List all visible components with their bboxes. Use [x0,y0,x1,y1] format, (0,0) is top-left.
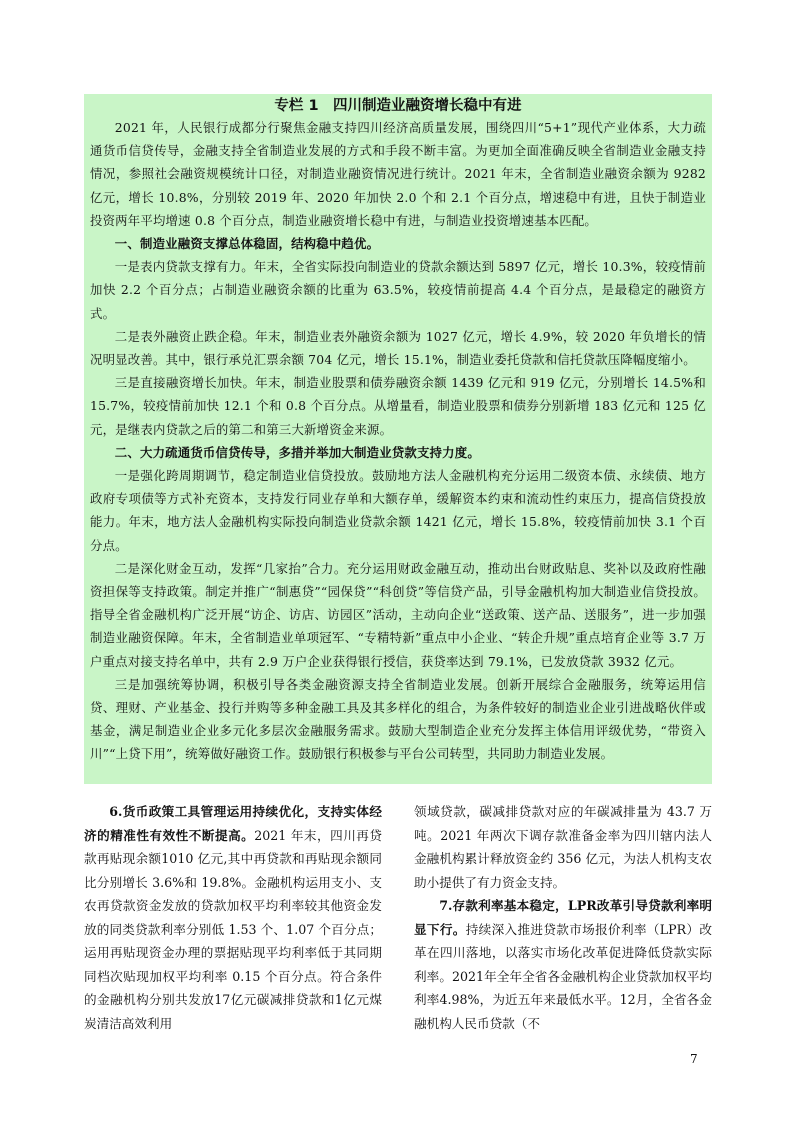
box-paragraph: 三是加强统筹协调，积极引导各类金融资源支持全省制造业发展。创新开展综合金融服务，统筹运用信贷、理财、产业基金、投行并购等多种金融工具及其多样化的组合，为条件较好的制造业企业引进战略伙伴或基金，满足制造业企业多元化多层次金融服务需求。鼓励大型制造企业充分发挥主体信用评级优势，“带资入川”“上贷下用”，统筹做好融资工作。鼓励银行积极参与平台公司转型，共同助力制造业发展。 [90,676,706,762]
box-heading-1: 一、制造业融资支撑总体稳固，结构稳中趋优。 [114,236,380,252]
section-6-continued: 领域贷款，碳减排贷款对应的年碳减排量为 43.7 万吨。2021 年两次下调存款准备金率为四川辖内法人金融机构累计释放资金约 356 亿元，为法人机构支农助小提供了有力资金支持。 [414,804,712,890]
right-column [414,800,712,1035]
page-number: 7 [690,1052,698,1066]
box-paragraph: 一是强化跨周期调节，稳定制造业信贷投放。鼓励地方法人金融机构充分运用二级资本债、永续债、地方政府专项债等方式补充资本，支持发行同业存单和大额存单，缓解资本约束和流动性约束压力，提高信贷投放能力。年末，地方法人金融机构实际投向制造业贷款余额 1421 亿元，增长 15.8%，较疫情前加快 3.1 个百分点。 [90,468,706,553]
box-heading-2: 二、大力疏通货币信贷传导，多措并举加大制造业贷款支持力度。 [114,444,480,460]
section-7-paragraph [414,894,712,1035]
box-paragraph: 三是直接融资增长加快。年末，制造业股票和债券融资余额 1439 亿元和 919 亿元，分别增长 14.5%和 15.7%，较疫情前加快 12.1 个和 0.8 个百分点。从增量看，制造业股票和债券分别新增 183 亿元和 125 亿元，是继表内贷款之后的第二和第三大新增资金来源。 [90,375,706,437]
section-6-paragraph [84,800,382,1035]
box-paragraph: 一是表内贷款支撑有力。年末，全省实际投向制造业的贷款余额达到 5897 亿元，增长 10.3%，较疫情前加快 2.2 个百分点；占制造业融资余额的比重为 63.5%，较疫情前提高 4.4 个百分点，是最稳定的融资方式。 [90,259,706,321]
column-box [84,94,712,784]
section-7-text: 持续深入推进贷款市场报价利率（LPR）改革在四川落地，以落实市场化改革促进降低贷款实际利率。2021年全年全省各金融机构企业贷款加权平均利率4.98%，为近五年来最低水平。12月，全省各金融机构人民币贷款（不 [414,921,712,1031]
box-paragraph: 二是表外融资止跌企稳。年末，制造业表外融资余额为 1027 亿元，增长 4.9%，较 2020 年负增长的情况明显改善。其中，银行承兑汇票余额 704 亿元，增长 15.1%，制造业委托贷款和信托贷款压降幅度缩小。 [90,328,706,368]
box-title: 专栏 1 四川制造业融资增长稳中有进 [274,98,522,114]
section-6-text: 2021 年末，四川再贷款再贴现余额1010 亿元,其中再贷款和再贴现余额同比分别增长 3.6%和 19.8%。金融机构运用支小、支农再贷款资金发放的贷款加权平均利率较其他资金发放的同类贷款利率分别低 1.53 个、1.07 个百分点；运用再贴现资金办理的票据贴现平均利率低于其同期同档次贴现加权平均利率 0.15 个百分点。符合条件的金融机构分别共发放17亿元碳减排贷款和1亿元煤炭清洁高效利用 [84,827,382,1031]
box-paragraph: 二是深化财金互动，发挥“几家抬”合力。充分运用财政金融互动，推动出台财政贴息、奖补以及政府性融资担保等支持政策。制定并推广“制惠贷”“园保贷”“科创贷”等信贷产品，引导金融机构加大制造业信贷投放。指导全省金融机构广泛开展“访企、访店、访园区”活动，主动向企业“送政策、送产品、送服务”，进一步加强制造业融资保障。年末，全省制造业单项冠军、“专精特新”重点中小企业、“转企升规”重点培育企业等 3.7 万户重点对接支持名单中，共有 2.9 万户企业获得银行授信，获贷率达到 79.1%，已发放贷款 3932 亿元。 [90,560,706,669]
left-column [84,800,382,1035]
section-7-heading: 7.存款利率基本稳定，LPR改革引导贷款利率明显下行。 [414,898,712,937]
section-6-heading: 6.货币政策工具管理运用持续优化，支持实体经济的精准性有效性不断提高。 [84,804,382,843]
box-paragraph-intro: 2021 年，人民银行成都分行聚焦金融支持四川经济高质量发展，围绕四川“5+1”现代产业体系，大力疏通货币信贷传导，金融支持全省制造业发展的方式和手段不断丰富。为更加全面准确反映全省制造业金融支持情况，参照社会融资规模统计口径，对制造业融资情况进行统计。2021 年末，全省制造业融资余额为 9282 亿元，增长 10.8%，分别较 2019 年、2020 年加快 2.0 个和 2.1 个百分点，增速稳中有进，且快于制造业投资两年平均增速 0.8 个百分点，制造业融资增长稳中有进，与制造业投资增速基本匹配。 [90,120,706,228]
